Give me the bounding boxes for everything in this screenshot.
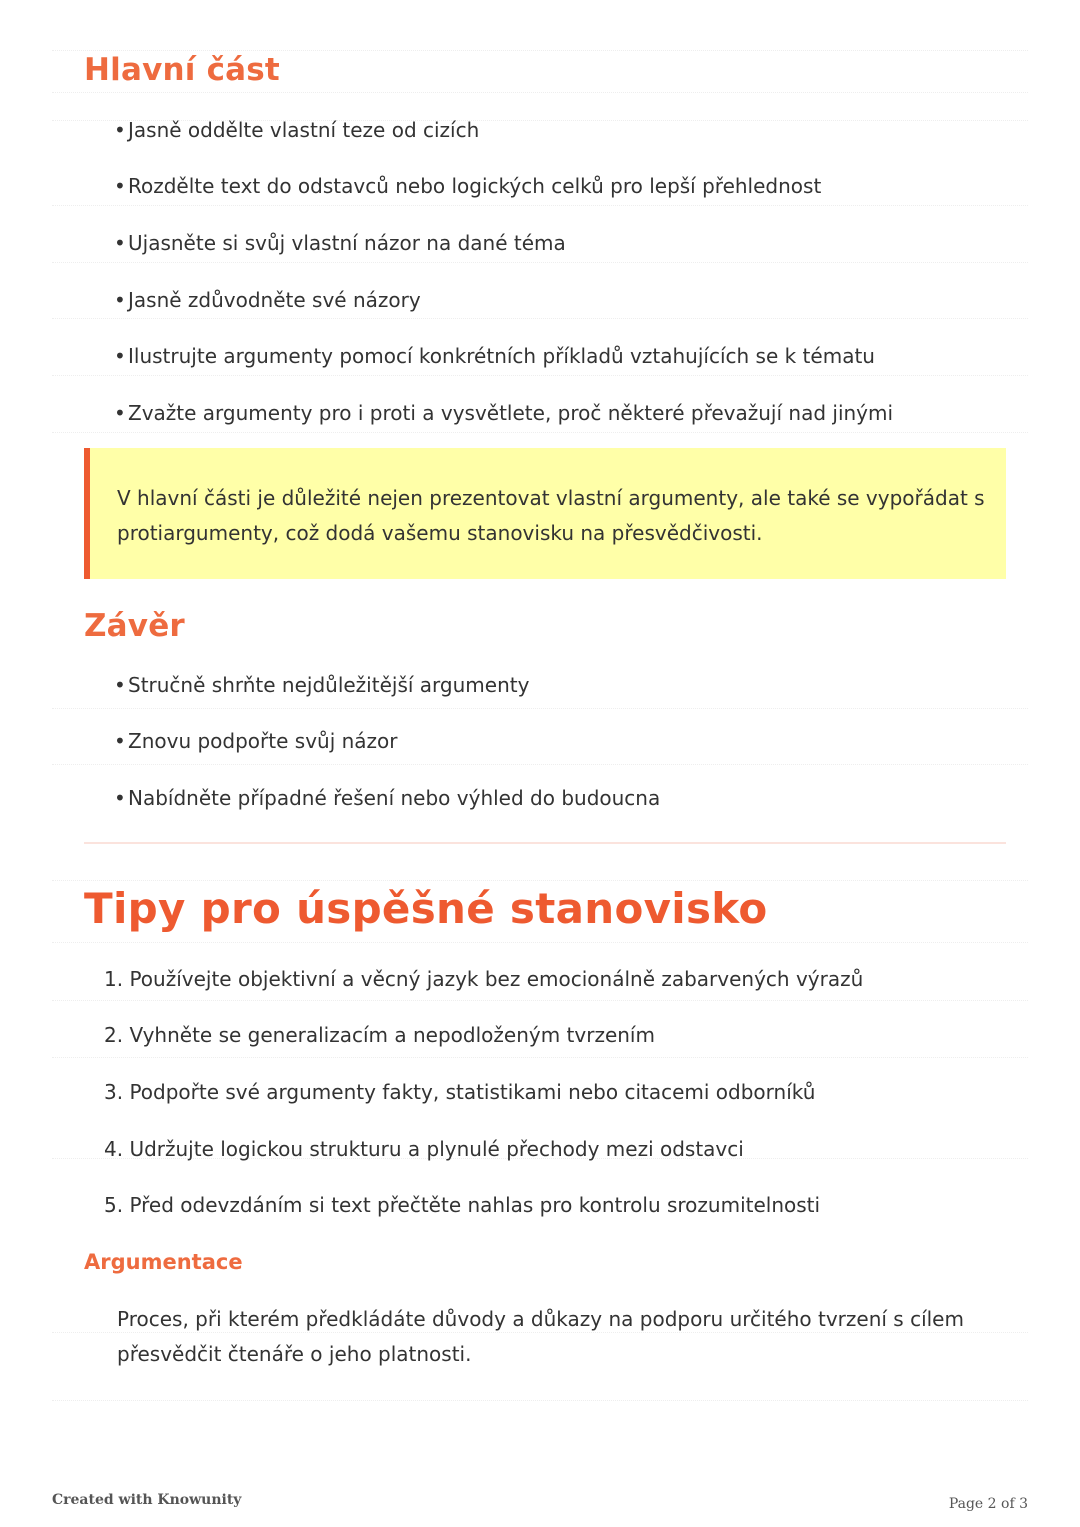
rule-line bbox=[52, 942, 1028, 943]
footer-credit: Created with Knowunity bbox=[52, 1492, 242, 1508]
list-item: 2. Vyhněte se generalizacím a nepodloženým tvrzením bbox=[104, 1023, 655, 1047]
rule-line bbox=[52, 1057, 1028, 1058]
list-item: 4. Udržujte logickou strukturu a plynulé přechody mezi odstavci bbox=[104, 1137, 744, 1161]
main-part-heading: Hlavní část bbox=[84, 52, 280, 88]
rule-line bbox=[52, 708, 1028, 709]
bullet-dot-icon: • bbox=[114, 174, 126, 198]
rule-line bbox=[52, 318, 1028, 319]
bullet-dot-icon: • bbox=[114, 673, 126, 697]
rule-line bbox=[52, 1400, 1028, 1401]
list-item: • Nabídněte případné řešení nebo výhled do budoucna bbox=[114, 786, 661, 810]
bullet-dot-icon: • bbox=[114, 729, 126, 753]
rule-line bbox=[52, 50, 1028, 51]
tips-heading: Tipy pro úspěšné stanovisko bbox=[84, 884, 768, 933]
page-number: Page 2 of 3 bbox=[948, 1496, 1028, 1512]
bullet-dot-icon: • bbox=[114, 288, 126, 312]
list-item: • Rozdělte text do odstavců nebo logických celků pro lepší přehlednost bbox=[114, 174, 822, 198]
highlight-callout bbox=[84, 448, 1006, 579]
list-item: • Stručně shrňte nejdůležitější argumenty bbox=[114, 673, 530, 697]
rule-line bbox=[52, 764, 1028, 765]
rule-line bbox=[52, 432, 1028, 433]
list-item: • Jasně zdůvodněte své názory bbox=[114, 288, 421, 312]
bullet-dot-icon: • bbox=[114, 401, 126, 425]
section-divider bbox=[84, 842, 1006, 844]
list-item: • Znovu podpořte svůj názor bbox=[114, 729, 398, 753]
list-item: • Ilustrujte argumenty pomocí konkrétních příkladů vztahujících se k tématu bbox=[114, 344, 875, 368]
definition-term: Argumentace bbox=[84, 1250, 243, 1274]
definition-text: Proces, při kterém předkládáte důvody a důkazy na podporu určitého tvrzení s cílem přesvědčit čtenáře o jeho platnosti. bbox=[117, 1307, 964, 1366]
bullet-dot-icon: • bbox=[114, 118, 126, 142]
rule-line bbox=[52, 205, 1028, 206]
bullet-dot-icon: • bbox=[114, 344, 126, 368]
rule-line bbox=[52, 880, 1028, 881]
list-item: 5. Před odevzdáním si text přečtěte nahlas pro kontrolu srozumitelnosti bbox=[104, 1193, 821, 1217]
conclusion-heading: Závěr bbox=[84, 608, 185, 644]
list-item: • Jasně oddělte vlastní teze od cizích bbox=[114, 118, 480, 142]
list-item: • Ujasněte si svůj vlastní názor na dané téma bbox=[114, 231, 566, 255]
rule-line bbox=[52, 92, 1028, 93]
bullet-dot-icon: • bbox=[114, 231, 126, 255]
rule-line bbox=[52, 262, 1028, 263]
callout-text: V hlavní části je důležité nejen prezentovat vlastní argumenty, ale také se vypořádat s protiargumenty, což dodá vašemu stanovisku na přesvědčivosti. bbox=[117, 486, 985, 545]
rule-line bbox=[52, 375, 1028, 376]
list-item: 3. Podpořte své argumenty fakty, statistikami nebo citacemi odborníků bbox=[104, 1080, 816, 1104]
bullet-dot-icon: • bbox=[114, 786, 126, 810]
list-item: 1. Používejte objektivní a věcný jazyk bez emocionálně zabarvených výrazů bbox=[104, 967, 864, 991]
rule-line bbox=[52, 1000, 1028, 1001]
list-item: • Zvažte argumenty pro i proti a vysvětlete, proč některé převažují nad jinými bbox=[114, 401, 894, 425]
